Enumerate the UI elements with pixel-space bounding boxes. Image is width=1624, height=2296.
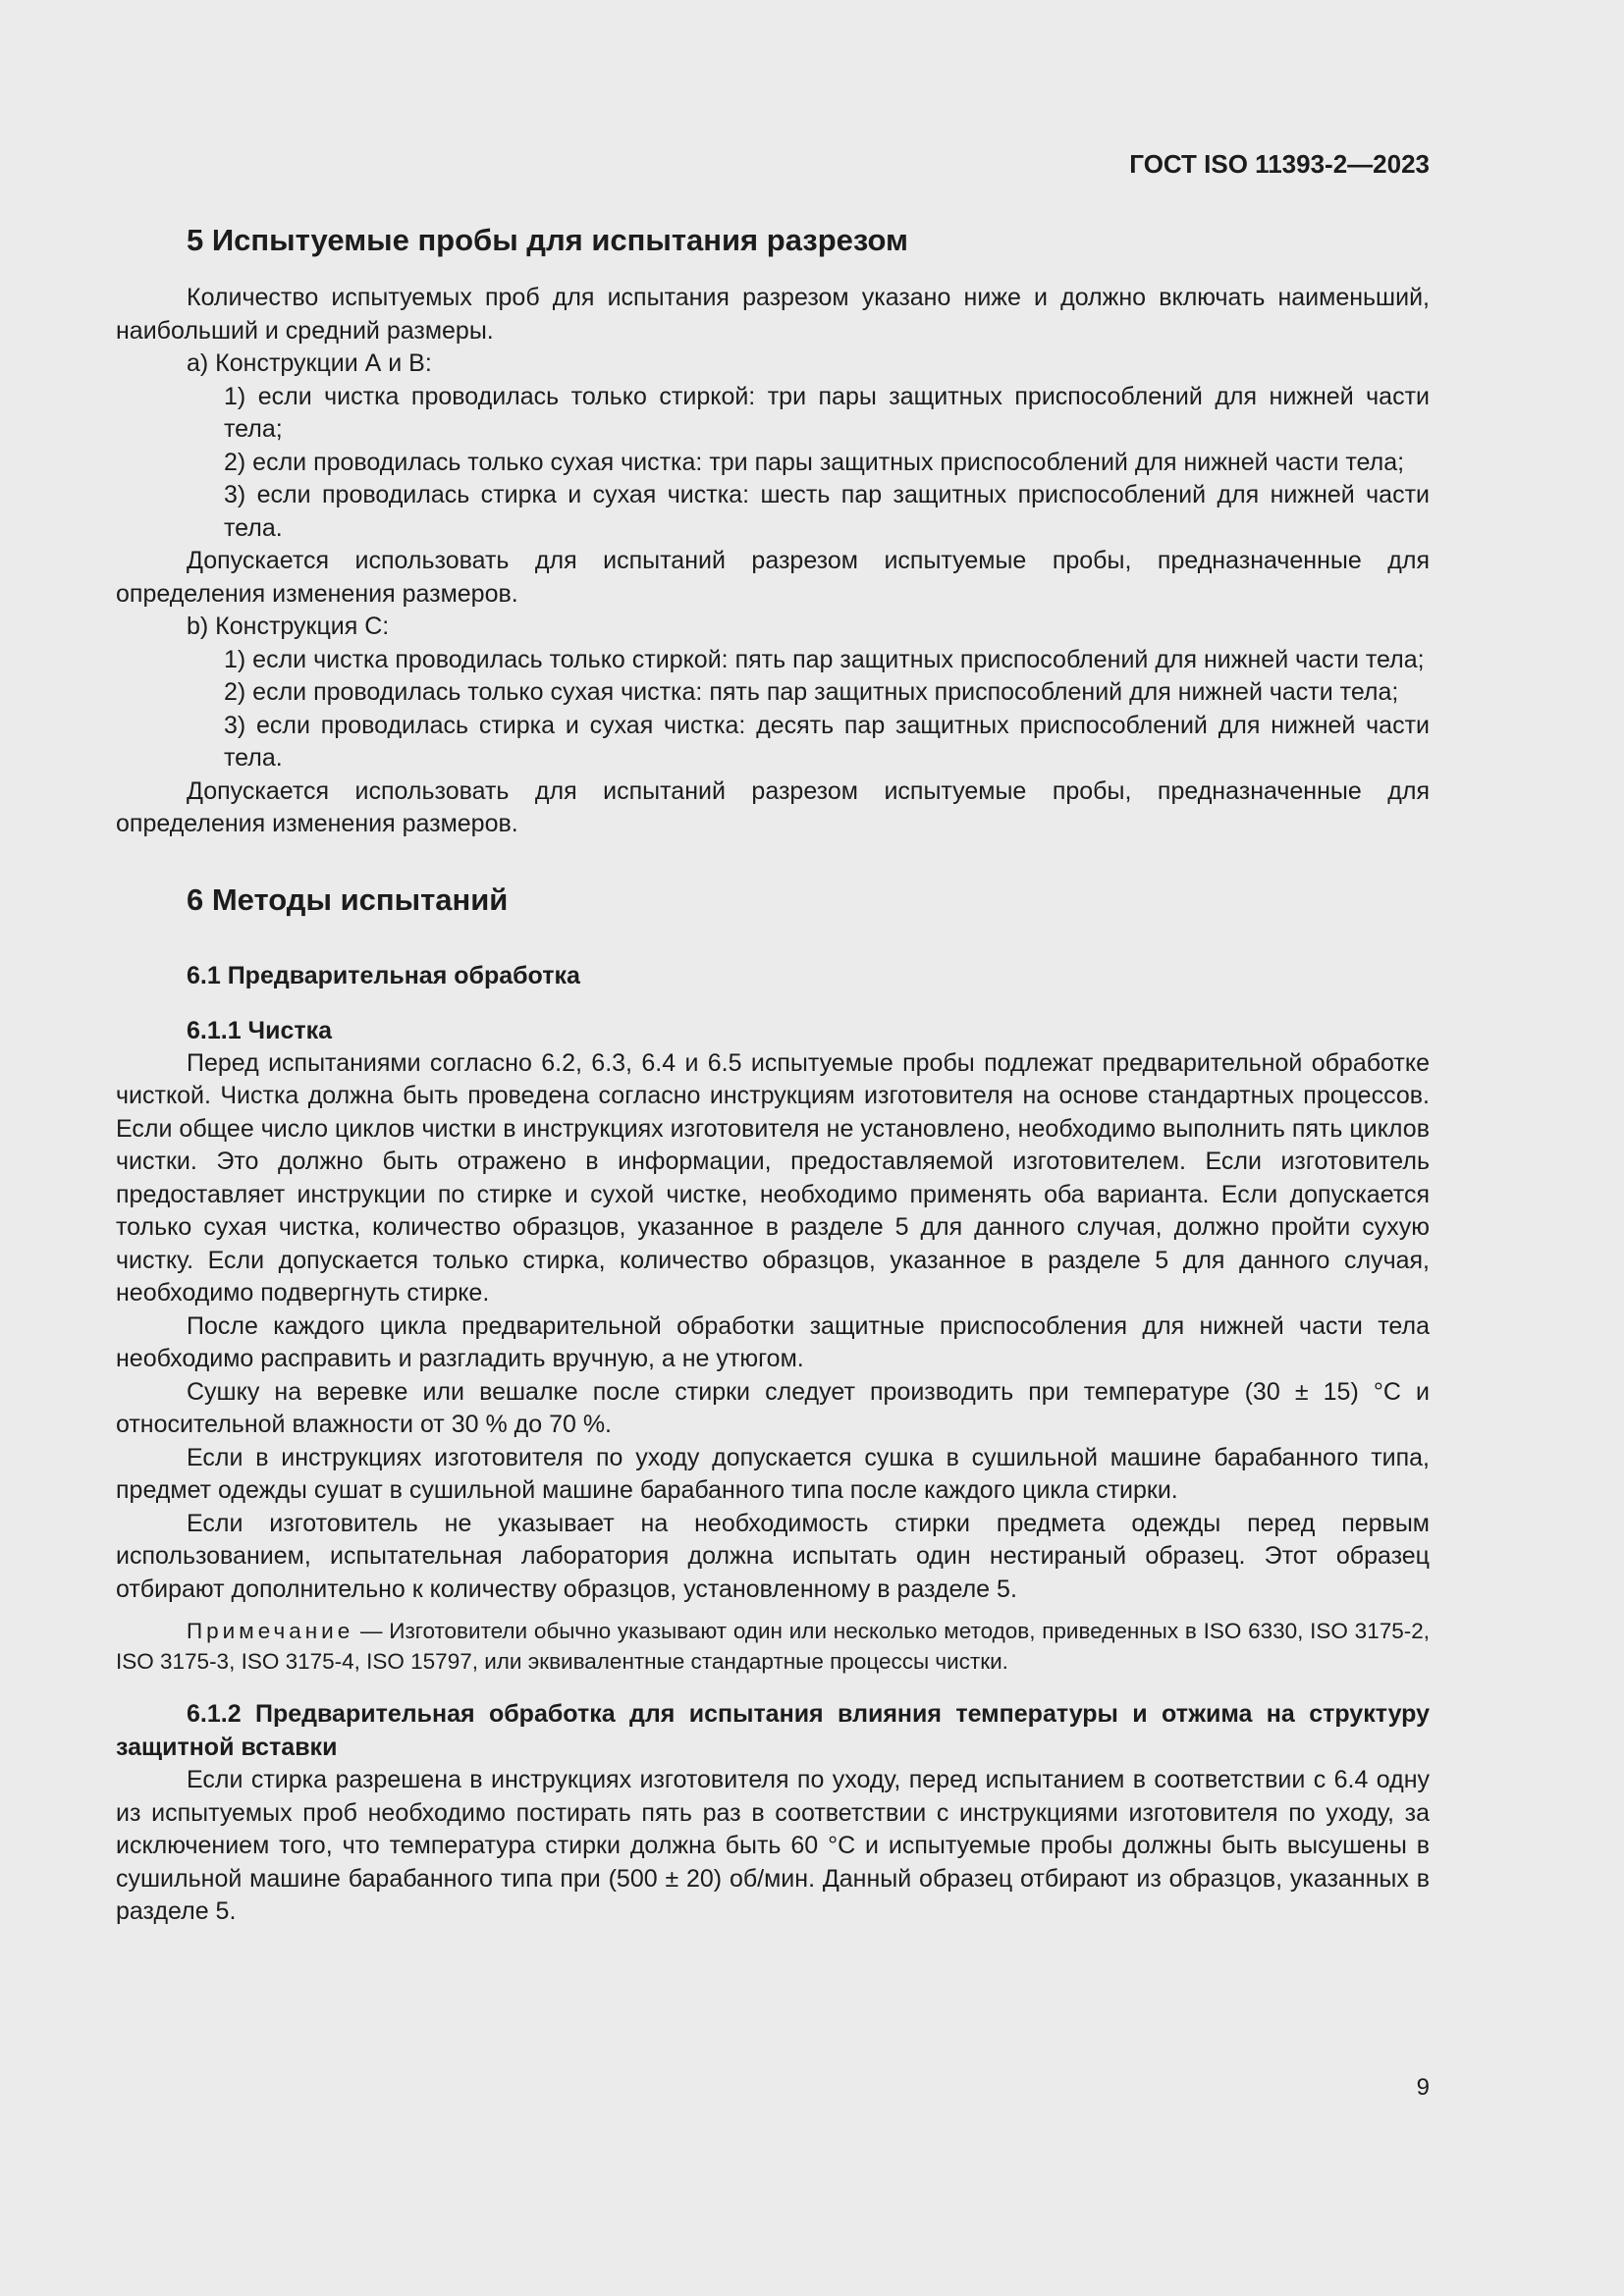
note [116,1616,1430,1677]
section-6-1-1-paragraph-5: Если изготовитель не указывает на необходимость стирки предмета одежды перед первым использованием, испытательная лаборатория должна испытать один нестираный образец. Этот образец отбирают дополнительно к количеству образцов, установленному в разделе 5. [116,1509,1430,1603]
list-item-b: b) Конструкция С: [187,613,390,640]
section-6-title: 6 Методы испытаний [187,881,509,917]
list-item-b3: 3) если проводилась стирка и сухая чистка: десять пар защитных приспособлений для нижней части тела. [224,711,1430,772]
list-item-b1: 1) если чистка проводилась только стиркой: пять пар защитных приспособлений для нижней части тела; [224,645,1425,673]
document-id: ГОСТ ISO 11393-2—2023 [1129,149,1430,179]
section-6-1-1-paragraph-4: Если в инструкциях изготовителя по уходу допускается сушка в сушильной машине барабанного типа, предмет одежды сушат в сушильной машине барабанного типа после каждого цикла стирки. [116,1443,1430,1504]
document-page [116,0,1430,2296]
section-6-1-2-title: 6.1.2 Предварительная обработка для испытания влияния температуры и отжима на структуру защитной вставки [116,1700,1430,1761]
note-label: Примечание [187,1619,354,1643]
list-item-a: а) Конструкции А и В: [187,349,432,377]
list-item-a3: 3) если проводилась стирка и сухая чистка: шесть пар защитных приспособлений для нижней части тела. [224,481,1430,542]
list-item-a1: 1) если чистка проводилась только стиркой: три пары защитных приспособлений для нижней части тела; [224,382,1430,443]
page-content [116,221,1430,1929]
section-5-intro: Количество испытуемых проб для испытания разрезом указано ниже и должно включать наименьший, наибольший и средний размеры. [116,284,1430,345]
section-6-1-1-title: 6.1.1 Чистка [187,1016,333,1044]
section-5-note-b: Допускается использовать для испытаний разрезом испытуемые пробы, предназначенные для определения изменения размеров. [116,776,1430,837]
page-number: 9 [1416,2074,1430,2101]
section-6-1-title: 6.1 Предварительная обработка [187,961,580,989]
list-item-a2: 2) если проводилась только сухая чистка: три пары защитных приспособлений для нижней части тела; [224,448,1405,476]
section-6-1-2-paragraph-1: Если стирка разрешена в инструкциях изготовителя по уходу, перед испытанием в соответствии с 6.4 одну из испытуемых проб необходимо постирать пять раз в соответствии с инструкциями изготовителя по уходу, за исключением того, что температура стирки должна быть 60 °С и испытуемые пробы должны быть высушены в сушильной машине барабанного типа при (500 ± 20) об/мин. Данный образец отбирают из образцов, указанных в разделе 5. [116,1766,1430,1925]
note-text: Изготовители обычно указывают один или несколько методов, приведенных в ISO 6330, ISO 3175-2, ISO 3175-3, ISO 3175-4, ISO 15797, или эквивалентные стандартные процессы чистки. [116,1619,1430,1674]
section-5-title: 5 Испытуемые пробы для испытания разрезом [187,223,908,257]
section-6-1-1-paragraph-3: Сушку на веревке или вешалке после стирки следует производить при температуре (30 ± 15) °С и относительной влажности от 30 % до 70 %. [116,1377,1430,1438]
section-5-note-a: Допускается использовать для испытаний разрезом испытуемые пробы, предназначенные для определения изменения размеров. [116,547,1430,608]
section-6-1-1-paragraph-2: После каждого цикла предварительной обработки защитные приспособления для нижней части тела необходимо расправить и разгладить вручную, а не утюгом. [116,1311,1430,1372]
section-6-1-1-paragraph-1: Перед испытаниями согласно 6.2, 6.3, 6.4 и 6.5 испытуемые пробы подлежат предварительной обработке чисткой. Чистка должна быть проведена согласно инструкциям изготовителя на основе стандартных процессов. Если общее число циклов чистки в инструкциях изготовителя не установлено, необходимо выполнить пять циклов чистки. Это должно быть отражено в информации, предоставляемой изготовителем. Если изготовитель предоставляет инструкции по стирке и сухой чистке, необходимо применять оба варианта. Если допускается только сухая чистка, количество образцов, указанное в разделе 5 для данного случая, должно пройти сухую чистку. Если допускается только стирка, количество образцов, указанное в разделе 5 для данного случая, необходимо подвергнуть стирке. [116,1048,1430,1307]
list-item-b2: 2) если проводилась только сухая чистка: пять пар защитных приспособлений для нижней части тела; [224,678,1399,706]
note-dash: — [353,1619,390,1643]
